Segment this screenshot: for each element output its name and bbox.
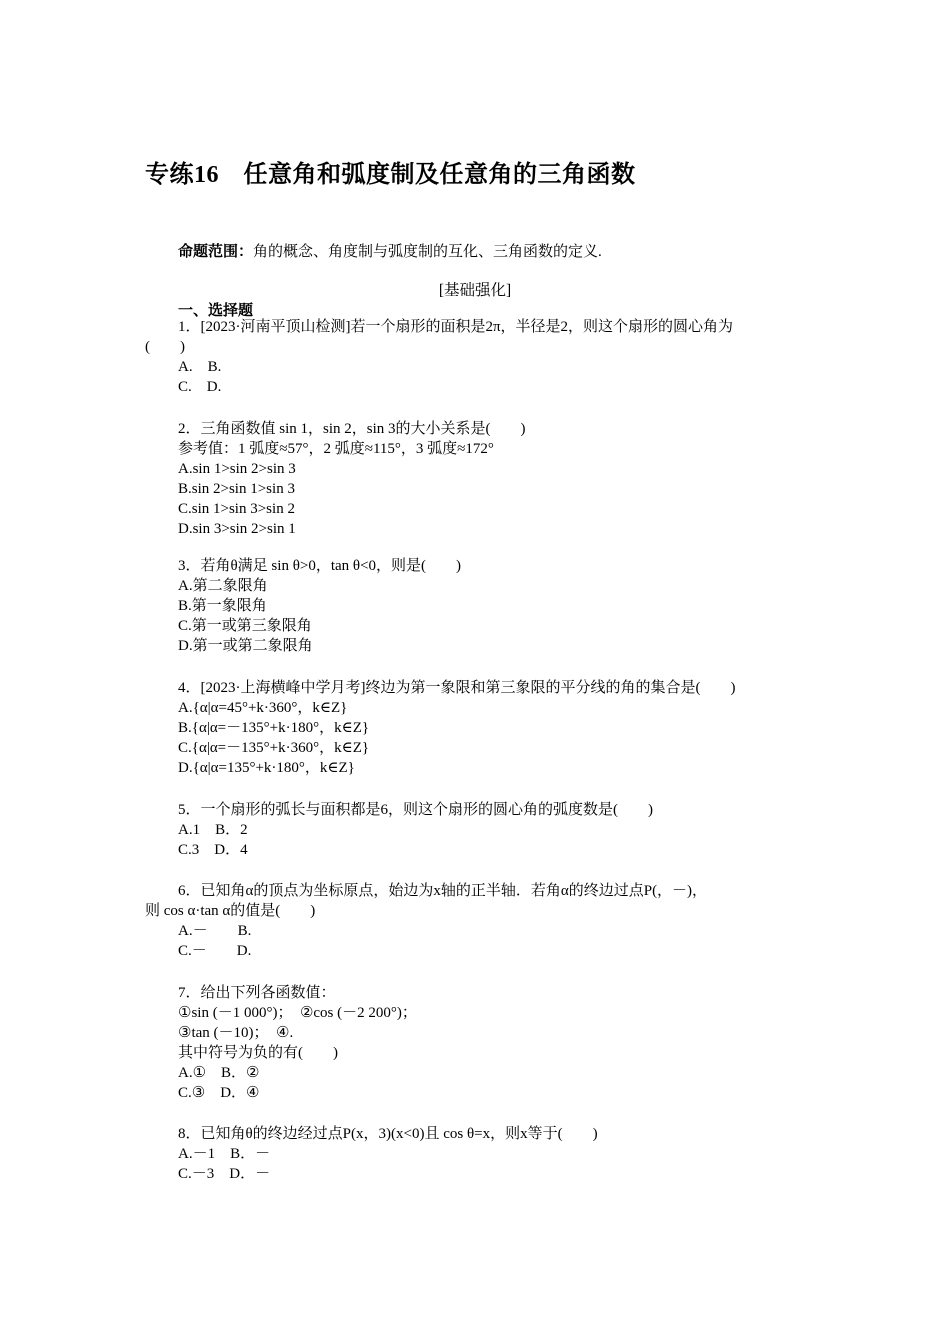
question-8 (0, 1124, 950, 1184)
question-3-option-d: D.第一或第二象限角 (178, 638, 313, 654)
question-7-options-ab: A.① B．② (178, 1065, 260, 1081)
question-6-options-cd: C.－ D. (178, 943, 252, 959)
question-2-reference: 参考值：1 弧度≈57°，2 弧度≈115°，3 弧度≈172° (178, 441, 494, 457)
question-5 (0, 800, 950, 860)
topic-scope-label: 命题范围： (178, 244, 254, 260)
question-4-stem: 4．[2023·上海横峰中学月考]终边为第一象限和第三象限的平分线的角的集合是( ) (178, 680, 736, 696)
question-2-option-b: B.sin 2>sin 1>sin 3 (178, 481, 295, 497)
question-6 (0, 881, 950, 961)
question-7 (0, 983, 950, 1103)
question-6-options-ab: A.－ B. (178, 923, 252, 939)
section-title: [基础强化] (438, 282, 512, 299)
question-4 (0, 678, 950, 778)
question-2-option-a: A.sin 1>sin 2>sin 3 (178, 461, 296, 477)
question-1-stem-cont: ( ) (145, 339, 185, 355)
question-4-option-b: B.{α|α=－135°+k·180°，k∈Z} (178, 720, 370, 736)
topic-scope-text: 角的概念、角度制与弧度制的互化、三角函数的定义. (253, 244, 602, 260)
question-8-options-ab: A.－1 B．－ (178, 1146, 271, 1162)
question-1-stem: 1．[2023·河南平顶山检测]若一个扇形的面积是2π，半径是2，则这个扇形的圆心角为 (178, 319, 734, 335)
question-7-stem: 7．给出下列各函数值： (178, 985, 336, 1001)
question-4-option-d: D.{α|α=135°+k·180°，k∈Z} (178, 760, 355, 776)
question-7-values-2: ③tan (－10)； ④. (178, 1025, 294, 1041)
question-3-option-c: C.第一或第三象限角 (178, 618, 312, 634)
question-1-options-cd: C. D. (178, 379, 222, 395)
question-1-options-ab: A. B. (178, 359, 222, 375)
question-3-stem: 3．若角θ满足 sin θ>0，tan θ<0，则是( ) (178, 558, 462, 574)
page-title: 专练16 任意角和弧度制及任意角的三角函数 (145, 162, 636, 188)
question-2-option-d: D.sin 3>sin 2>sin 1 (178, 521, 296, 537)
question-3 (0, 556, 950, 656)
question-2-option-c: C.sin 1>sin 3>sin 2 (178, 501, 295, 517)
topic-scope (178, 240, 602, 261)
question-4-option-a: A.{α|α=45°+k·360°，k∈Z} (178, 700, 348, 716)
question-2-stem: 2．三角函数值 sin 1，sin 2，sin 3的大小关系是( ) (178, 421, 526, 437)
question-3-option-b: B.第一象限角 (178, 598, 267, 614)
question-7-values-1: ①sin (－1 000°)； ②cos (－2 200°)； (178, 1005, 417, 1021)
question-4-option-c: C.{α|α=－135°+k·360°，k∈Z} (178, 740, 370, 756)
question-6-stem-cont: 则 cos α·tan α的值是( ) (145, 903, 316, 919)
question-8-stem: 8．已知角θ的终边经过点P(x，3)(x<0)且 cos θ=x，则x等于( ) (178, 1126, 598, 1142)
question-6-stem: 6．已知角α的顶点为坐标原点，始边为x轴的正半轴．若角α的终边过点P(，－)， (178, 883, 708, 899)
question-7-options-cd: C.③ D．④ (178, 1085, 260, 1101)
question-5-options-ab: A.1 B．2 (178, 822, 248, 838)
question-8-options-cd: C.－3 D．－ (178, 1166, 271, 1182)
question-3-option-a: A.第二象限角 (178, 578, 268, 594)
question-1 (0, 317, 950, 397)
question-5-stem: 5．一个扇形的弧长与面积都是6，则这个扇形的圆心角的弧度数是( ) (178, 802, 653, 818)
question-5-options-cd: C.3 D．4 (178, 842, 248, 858)
question-category: 一、选择题 (178, 303, 254, 319)
question-7-prompt: 其中符号为负的有( ) (178, 1045, 338, 1061)
question-2 (0, 419, 950, 539)
